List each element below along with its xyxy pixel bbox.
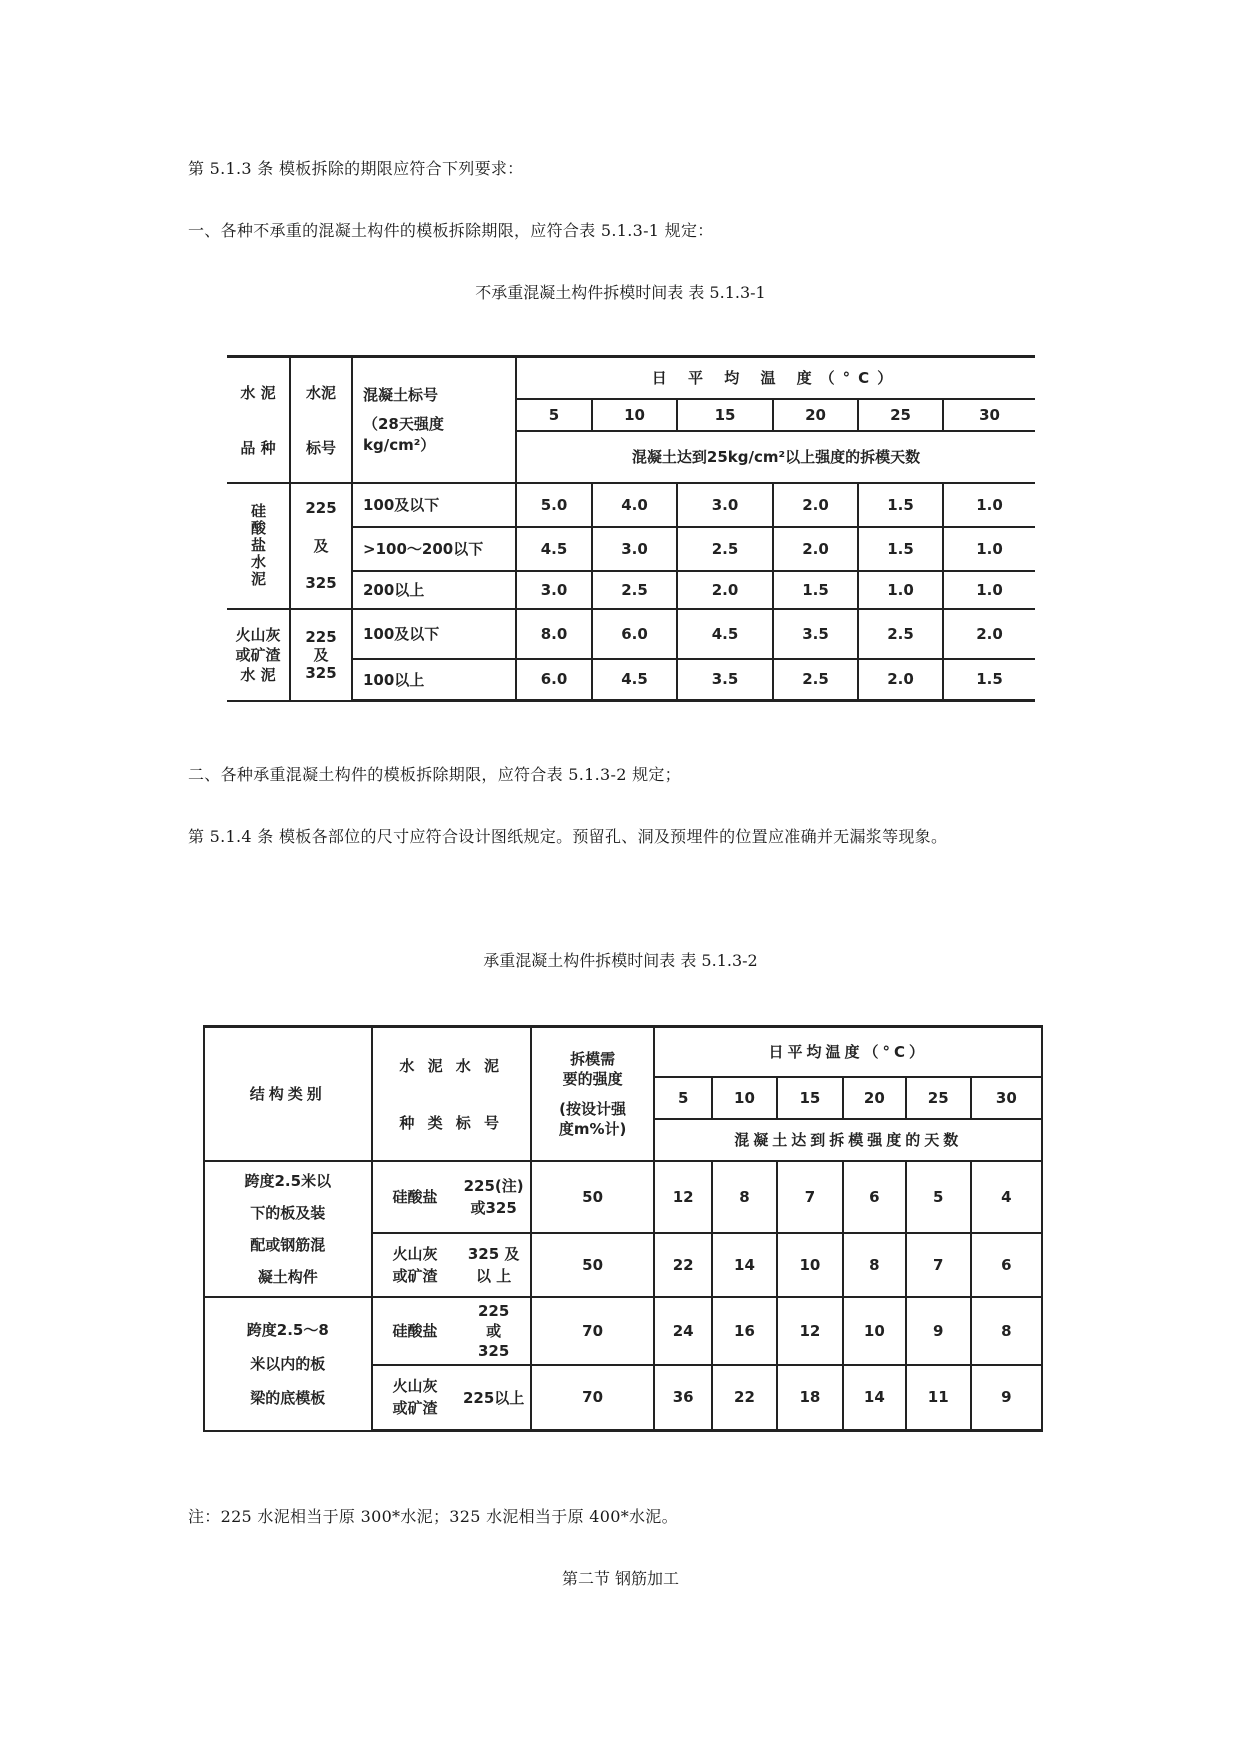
table-cell: 18 — [777, 1365, 843, 1431]
table-cell: 6 — [843, 1161, 906, 1233]
group1-cement-type: 硅酸盐水泥 — [227, 483, 290, 609]
header-required-strength: 拆模需 要的强度 (按设计强 度m%计) — [531, 1027, 655, 1161]
table-cell: 1.5 — [943, 659, 1035, 701]
table-cell: 2.5 — [858, 609, 943, 659]
table-note: 注：225 水泥相当于原 300*水泥；325 水泥相当于原 400*水泥。 — [188, 1507, 678, 1526]
table-row-label: >100～200以下 — [352, 527, 516, 571]
table-cell: 12 — [654, 1161, 712, 1233]
group2-cement-grade: 225 及 325 — [290, 609, 352, 701]
table-cell: 2.5 — [773, 659, 858, 701]
paragraph-item-2: 二、各种承重混凝土构件的模板拆除期限，应符合表 5.1.3-2 规定； — [188, 765, 681, 784]
table-cell: 1.5 — [858, 527, 943, 571]
temp-5: 5 — [654, 1077, 712, 1119]
cement-grade: 225以上 — [457, 1365, 530, 1431]
table-cell: 2.0 — [773, 483, 858, 527]
table-cell: 1.5 — [858, 483, 943, 527]
cement-type: 硅酸盐 — [372, 1161, 458, 1233]
header-avg-temperature: 日平均温度（°C） — [654, 1027, 1042, 1077]
table-cell: 16 — [712, 1297, 777, 1365]
group1-cement-grade: 225 及 325 — [290, 483, 352, 609]
temp-15: 15 — [677, 399, 773, 431]
cement-type: 火山灰 或矿渣 — [372, 1365, 458, 1431]
table-cell: 3.5 — [677, 659, 773, 701]
header-cement-type: 水 泥 品 种 — [227, 357, 290, 483]
table-cell: 4.5 — [592, 659, 677, 701]
table-cell: 2.0 — [677, 571, 773, 609]
required-strength: 70 — [531, 1297, 655, 1365]
paragraph-5-1-4: 第 5.1.4 条 模板各部位的尺寸应符合设计图纸规定。预留孔、洞及预埋件的位置应准确并无漏浆等现象。 — [188, 827, 948, 846]
table-row-label: 100及以下 — [352, 483, 516, 527]
table-cell: 3.5 — [773, 609, 858, 659]
header-structure-type: 结构类别 — [204, 1027, 372, 1161]
header-avg-temperature: 日 平 均 温 度（°C） — [516, 357, 1035, 399]
table-cell: 2.0 — [943, 609, 1035, 659]
table-cell: 1.0 — [943, 527, 1035, 571]
table-cell: 10 — [843, 1297, 906, 1365]
table-cell: 11 — [906, 1365, 971, 1431]
table-cell: 4.5 — [677, 609, 773, 659]
required-strength: 50 — [531, 1161, 655, 1233]
temp-20: 20 — [773, 399, 858, 431]
table-cell: 6.0 — [516, 659, 592, 701]
table-cell: 7 — [777, 1161, 843, 1233]
table-cell: 8.0 — [516, 609, 592, 659]
table1-caption: 不承重混凝土构件拆模时间表 表 5.1.3-1 — [475, 283, 766, 302]
temp-5: 5 — [516, 399, 592, 431]
temp-10: 10 — [712, 1077, 777, 1119]
header-cement-grade: 水泥 标号 — [290, 357, 352, 483]
table-cell: 1.0 — [943, 571, 1035, 609]
table-cell: 3.0 — [677, 483, 773, 527]
table-cell: 7 — [906, 1233, 971, 1297]
table-cell: 4 — [971, 1161, 1042, 1233]
table-cell: 14 — [712, 1233, 777, 1297]
required-strength: 50 — [531, 1233, 655, 1297]
table-cell: 2.0 — [773, 527, 858, 571]
table-cell: 3.0 — [516, 571, 592, 609]
table-cell: 10 — [777, 1233, 843, 1297]
temp-30: 30 — [943, 399, 1035, 431]
table-cell: 6.0 — [592, 609, 677, 659]
table-cell: 4.5 — [516, 527, 592, 571]
table-cell: 8 — [843, 1233, 906, 1297]
header-concrete-grade: 混凝土标号 （28天强度 kg/cm²） — [352, 357, 516, 483]
table-cell: 1.5 — [773, 571, 858, 609]
cement-type: 硅酸盐 — [372, 1297, 458, 1365]
table-row-label: 100以上 — [352, 659, 516, 701]
table-cell: 12 — [777, 1297, 843, 1365]
header-strip-days: 混凝土达到拆模强度的天数 — [654, 1119, 1042, 1161]
table-cell: 9 — [906, 1297, 971, 1365]
group2-cement-type: 火山灰 或矿渣 水 泥 — [227, 609, 290, 701]
cement-grade: 325 及 以 上 — [457, 1233, 530, 1297]
temp-10: 10 — [592, 399, 677, 431]
temp-25: 25 — [906, 1077, 971, 1119]
table-cell: 6 — [971, 1233, 1042, 1297]
temp-15: 15 — [777, 1077, 843, 1119]
table-cell: 14 — [843, 1365, 906, 1431]
required-strength: 70 — [531, 1365, 655, 1431]
header-strip-days: 混凝土达到25kg/cm²以上强度的拆模天数 — [516, 431, 1035, 483]
table2-caption: 承重混凝土构件拆模时间表 表 5.1.3-2 — [483, 951, 758, 970]
table-cell: 2.5 — [677, 527, 773, 571]
group1-structure-label: 跨度2.5米以 下的板及装 配或钢筋混 凝土构件 — [204, 1161, 372, 1297]
temp-30: 30 — [971, 1077, 1042, 1119]
table-row-label: 200以上 — [352, 571, 516, 609]
cement-type: 火山灰 或矿渣 — [372, 1233, 458, 1297]
table-cell: 2.0 — [858, 659, 943, 701]
table-5-1-3-2 — [203, 1025, 1043, 1432]
table-cell: 2.5 — [592, 571, 677, 609]
table-cell: 8 — [712, 1161, 777, 1233]
table-cell: 4.0 — [592, 483, 677, 527]
table-cell: 3.0 — [592, 527, 677, 571]
table-cell: 36 — [654, 1365, 712, 1431]
cement-grade: 225(注) 或325 — [457, 1161, 530, 1233]
header-cement: 水 泥 水 泥 种 类 标 号 — [372, 1027, 531, 1161]
table-cell: 1.0 — [858, 571, 943, 609]
table-cell: 24 — [654, 1297, 712, 1365]
table-cell: 22 — [712, 1365, 777, 1431]
temp-20: 20 — [843, 1077, 906, 1119]
paragraph-item-1: 一、各种不承重的混凝土构件的模板拆除期限，应符合表 5.1.3-1 规定： — [188, 221, 714, 240]
table-cell: 22 — [654, 1233, 712, 1297]
section-heading: 第二节 钢筋加工 — [561, 1569, 680, 1588]
table-cell: 1.0 — [943, 483, 1035, 527]
table-cell: 5.0 — [516, 483, 592, 527]
table-cell: 9 — [971, 1365, 1042, 1431]
table-cell: 8 — [971, 1297, 1042, 1365]
temp-25: 25 — [858, 399, 943, 431]
paragraph-5-1-3: 第 5.1.3 条 模板拆除的期限应符合下列要求： — [188, 159, 524, 178]
cement-grade: 225 或 325 — [457, 1297, 530, 1365]
table-5-1-3-1 — [227, 355, 1035, 702]
group2-structure-label: 跨度2.5～8 米以内的板 梁的底模板 — [204, 1297, 372, 1431]
table-cell: 5 — [906, 1161, 971, 1233]
table-row-label: 100及以下 — [352, 609, 516, 659]
